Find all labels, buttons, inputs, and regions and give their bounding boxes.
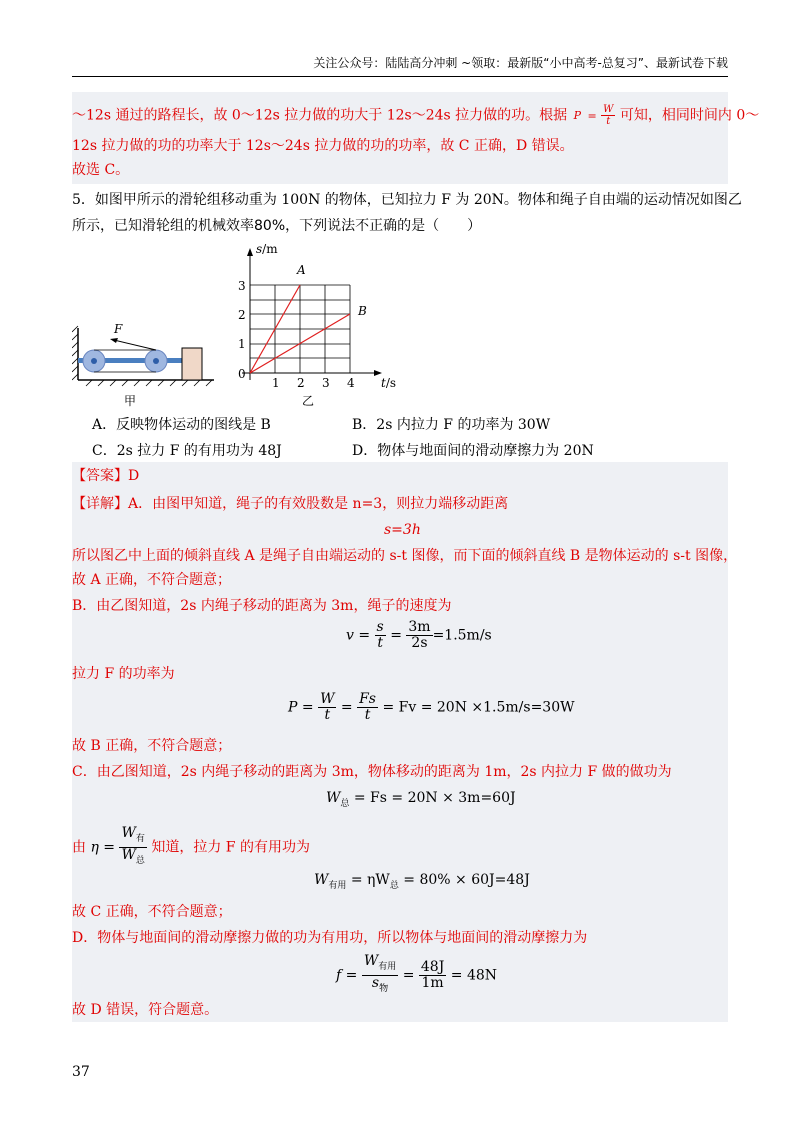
xtick-2: 2 (297, 376, 305, 390)
detail-d2: 故 D 错误，符合题意。 (72, 1002, 219, 1018)
detail-b2: 拉力 F 的功率为 (72, 666, 175, 682)
eq-b2: P = $\frac{W}{t}$ = $\frac{Fs}{t}$ = Fv = 20N ×1.5m/s=30W (288, 691, 575, 723)
prev-answer-line2: 12s 拉力做的功的功率大于 12s～24s 拉力做的功的功率，故 C 正确，D 错误。 (72, 138, 574, 154)
xtick-3: 3 (322, 376, 330, 390)
detail-c2: 由 η = $\frac{W_有}{W_总}$ 知道，拉力 F 的有用功为 (72, 825, 310, 866)
eq-d: f = $\frac{W_{有用}}{s_物}$ = $\frac{48J}{1m}$ = 48N (336, 953, 498, 994)
detail-a1: 【详解】A．由图甲知道，绳子的有效股数是 n=3，则拉力端移动距离 (72, 496, 509, 512)
page-header: 关注公众号：陆陆高分冲刺 ~领取：最新版“小中高考-总复习”、最新试卷下载 (313, 56, 728, 70)
option-a: A．反映物体运动的图线是 B (92, 417, 271, 433)
detail-a2: 所以图乙中上面的倾斜直线 A 是绳子自由端运动的 s-t 图像，而下面的倾斜直线 B 是物体运动的 s-t 图像， (72, 548, 738, 564)
answer-label: 【答案】D (72, 468, 140, 484)
object-block (182, 348, 202, 380)
st-graph (228, 240, 403, 405)
line-a-label: A (297, 263, 306, 277)
detail-c3: 故 C 正确，不符合题意； (72, 904, 232, 920)
prev-answer-line1: ～12s 通过的路程长，故 0～12s 拉力做的功大于 12s～24s 拉力做的功。根据 P = $\frac{W}{t}$ 可知，相同时间内 0～ (72, 104, 760, 127)
header-divider (72, 76, 728, 77)
detail-a3: 故 A 正确，不符合题意； (72, 572, 232, 588)
graph-origin: 0 (238, 367, 246, 381)
graph-ylabel: s/m (256, 242, 278, 256)
eq-c2: $W_{有用} = \eta W_总 = 80\% \times 60J=48J$ (314, 872, 530, 891)
option-d: D．物体与地面间的滑动摩擦力为 20N (352, 443, 594, 459)
ytick-3: 3 (238, 279, 246, 293)
question-line1: 5．如图甲所示的滑轮组移动重为 100N 的物体，已知拉力 F 为 20N。物体和绳子自由端的运动情况如图乙 (72, 192, 742, 208)
question-line2: 所示，已知滑轮组的机械效率80%，下列说法不正确的是（ ） (72, 218, 482, 234)
xtick-1: 1 (272, 376, 280, 390)
option-c: C．2s 拉力 F 的有用功为 48J (92, 443, 282, 459)
detail-b1: B．由乙图知道，2s 内绳子移动的距离为 3m，绳子的速度为 (72, 598, 452, 614)
xtick-4: 4 (347, 376, 355, 390)
graph-xlabel: t/s (381, 376, 397, 390)
page-number: 37 (72, 1064, 90, 1080)
prev-answer-line3: 故选 C。 (72, 162, 130, 178)
force-label: F (114, 322, 123, 336)
eq-c1: $W_总 = Fs = 20N \times 3m=60J$ (326, 790, 516, 809)
detail-d1: D．物体与地面间的滑动摩擦力做的功为有用功，所以物体与地面间的滑动摩擦力为 (72, 930, 588, 946)
option-b: B．2s 内拉力 F 的功率为 30W (352, 417, 551, 433)
eq-b1: v = $\frac{s}{t}$ = $\frac{3m}{2s}$ =1.5m/s (346, 619, 492, 651)
ytick-2: 2 (238, 308, 246, 322)
detail-b3: 故 B 正确，不符合题意； (72, 738, 232, 754)
figure-jia-label: 甲 (124, 394, 137, 408)
figure-yi-label: 乙 (302, 394, 315, 408)
detail-c1: C．由乙图知道，2s 内绳子移动的距离为 3m，物体移动的距离为 1m，2s 内拉力 F 做的做功为 (72, 764, 672, 780)
pulley-diagram (72, 318, 222, 408)
ytick-1: 1 (238, 337, 246, 351)
line-b-label: B (358, 304, 367, 318)
eq-a: s=3h (384, 522, 421, 538)
